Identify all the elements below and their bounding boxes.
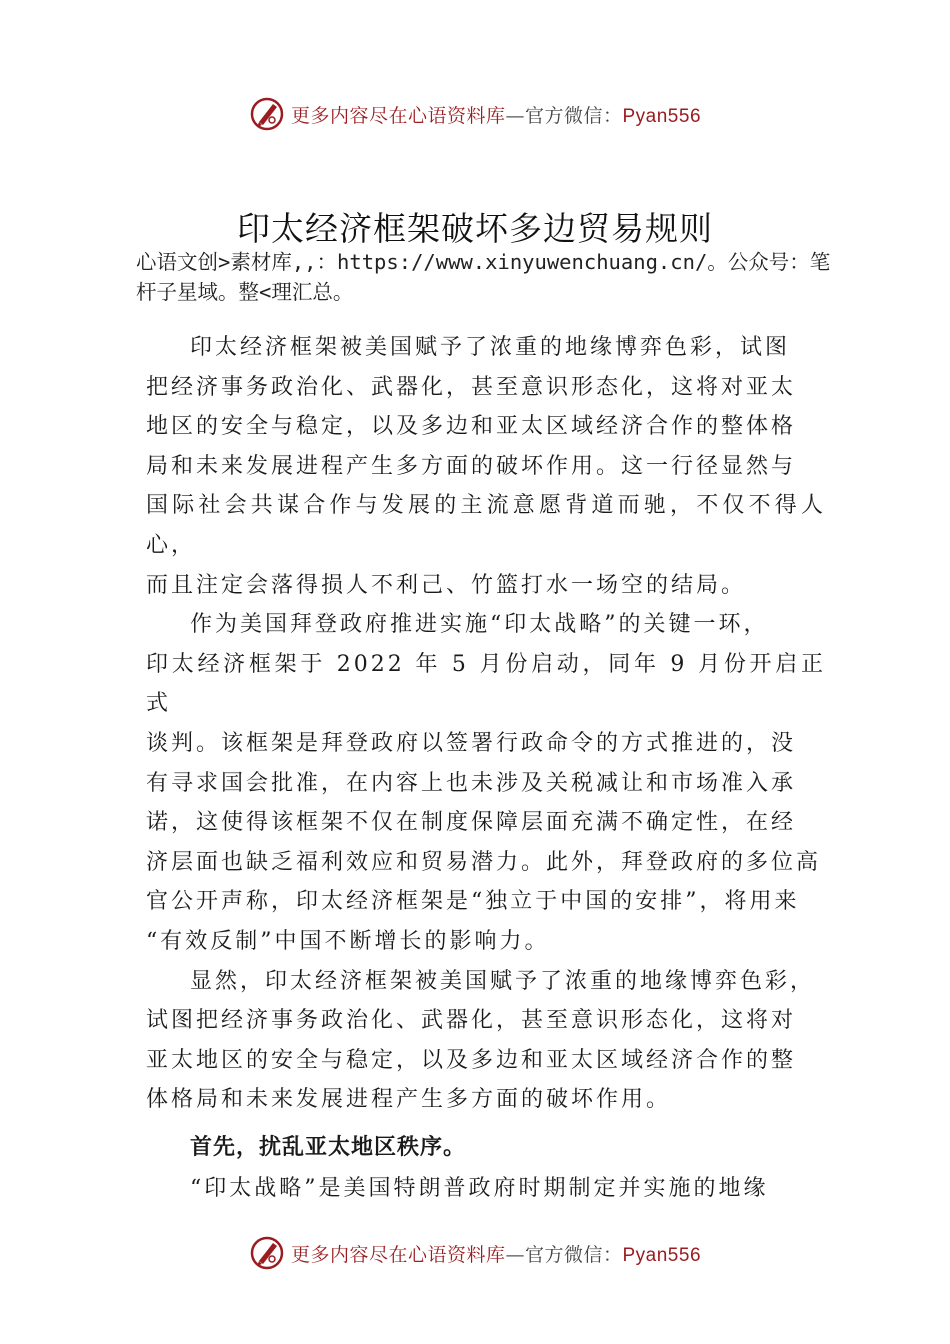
paragraph-2: 作为美国拜登政府推进实施“印太战略”的关键一环， 印太经济框架于 2022 年 5 月份启动，同年 9 月份开启正式 谈判。该框架是拜登政府以签署行政命令的方式推进的，没 有寻求国会批准，在内容上也未涉及关税减让和市场准入承 诺，这使得该框架不仅在制度保障层面充满不确定性，在经 济层面也缺乏福利效应和贸易潜力。此外，拜登政府的多位高 官公开声称，印太经济框架是“独立于中国的安排”，将用来 “有效反制”中国不断增长的影响力。 [146, 612, 826, 954]
document-title: 印太经济框架破坏多边贸易规则 [237, 209, 713, 248]
banner-separator: — [505, 1243, 525, 1266]
banner-wechat-label: 官方微信： [524, 1243, 623, 1266]
paragraph-1: 印太经济框架被美国赋予了浓重的地缘博弈色彩，试图 把经济事务政治化、武器化，甚至意识形态化，这将对亚太 地区的安全与稳定，以及多边和亚太区域经济合作的整体格 局和未来发展进程产生多方面的破坏作用。这一行径显然与 国际社会共谋合作与发展的主流意愿背道而驰，不仅不得人心， 而且注定会落得损人不利己、竹篮打水一场空的结局。 [146, 335, 826, 598]
banner-separator: — [505, 104, 525, 127]
header-banner [0, 94, 950, 134]
document-body [146, 328, 826, 1209]
banner-wechat-label: 官方微信： [524, 104, 623, 127]
banner-main-text: 更多内容尽在心语资料库 [290, 1243, 506, 1266]
paragraph-3: 显然，印太经济框架被美国赋予了浓重的地缘博弈色彩， 试图把经济事务政治化、武器化，甚至意识形态化，这将对 亚太地区的安全与稳定，以及多边和亚太区域经济合作的整 体格局和未来发展进程产生多方面的破坏作用。 [146, 968, 816, 1113]
footer-banner [0, 1233, 950, 1273]
banner-wechat-id: Pyan556 [622, 105, 702, 127]
banner-wechat-id: Pyan556 [622, 1244, 702, 1266]
paragraph-4: “印太战略”是美国特朗普政府时期制定并实施的地缘 [190, 1176, 769, 1202]
banner-text [291, 101, 701, 128]
banner-text [291, 1240, 701, 1267]
pen-logo-icon [249, 96, 285, 132]
section-heading: 首先，扰乱亚太地区秩序。 [190, 1134, 467, 1160]
source-line: 心语文创>素材库,,：https://www.xinyuwenchuang.cn/。公众号：笔杆子星域。整<理汇总。 [136, 250, 831, 304]
banner-main-text: 更多内容尽在心语资料库 [290, 104, 506, 127]
pen-logo-icon [249, 1235, 285, 1271]
